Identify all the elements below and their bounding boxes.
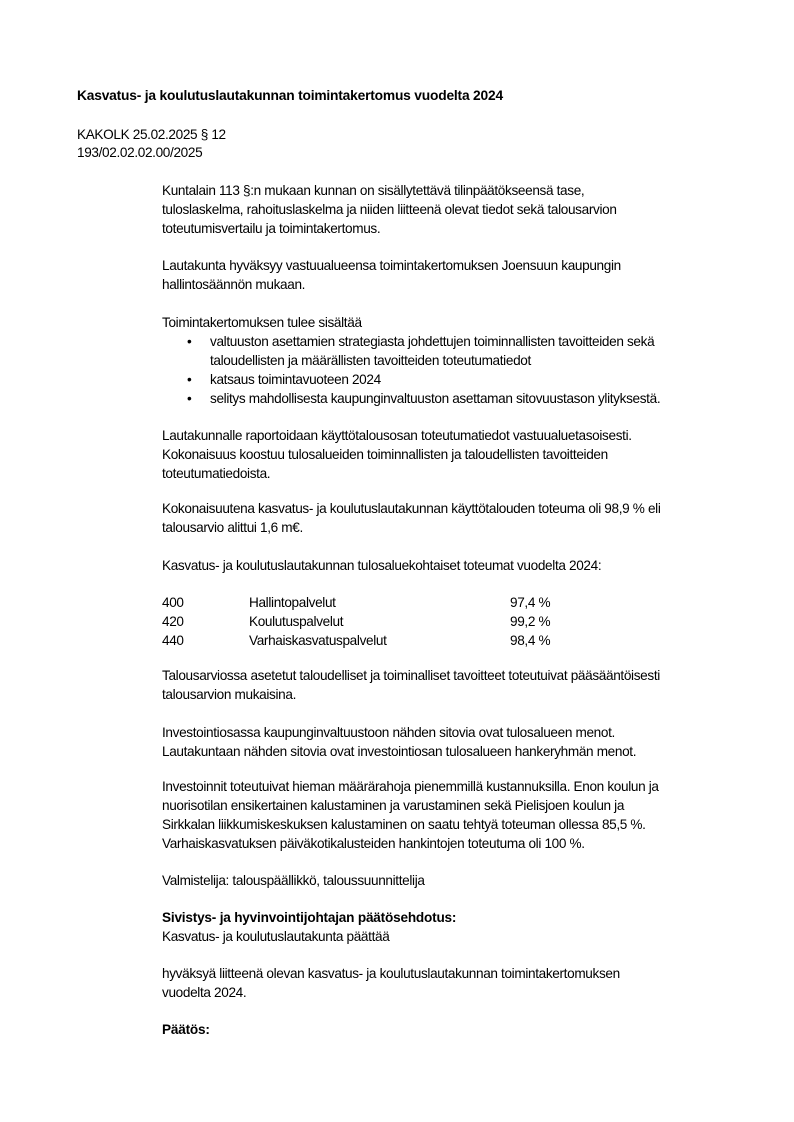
text-line: vuodelta 2024.: [162, 985, 247, 1000]
decision-heading: Päätös:: [162, 1022, 210, 1037]
text-line: hallintosäännön mukaan.: [162, 277, 306, 292]
text-line: toteutumisvertailu ja toimintakertomus.: [162, 221, 381, 236]
unit-value: 99,2 %: [510, 614, 551, 629]
text-line: Lautakunta hyväksyy vastuualueensa toimintakertomuksen Joensuun kaupungin: [162, 258, 621, 273]
contents-list: [162, 332, 752, 408]
record-number: 193/02.02.02.00/2025: [77, 145, 203, 160]
text-line: Kuntalain 113 §:n mukaan kunnan on sisällytettävä tilinpäätökseensä tase,: [162, 183, 585, 198]
text-line: Kasvatus- ja koulutuslautakunnan tulosaluekohtaiset toteumat vuodelta 2024:: [162, 558, 602, 573]
bullet-icon: •: [187, 334, 192, 349]
results-table: [162, 593, 752, 650]
paragraph-overall-result: [162, 499, 752, 537]
text-line: hyväksyä liitteenä olevan kasvatus- ja koulutuslautakunnan toimintakertomuksen: [162, 966, 620, 981]
unit-name: Hallintopalvelut: [249, 595, 336, 610]
proposal-heading: Sivistys- ja hyvinvointijohtajan päätösehdotus:: [162, 910, 457, 925]
text-line: Sirkkalan liikkumiskeskuksen kalustaminen on saatu tehtyä toteuman ollessa 85,5 %.: [162, 817, 646, 832]
text-line: taloudellisten ja määrällisten tavoitteiden toteutumatiedot: [210, 353, 531, 368]
text-line: talousarvion mukaisina.: [162, 687, 297, 702]
paragraph-targets: [162, 666, 752, 704]
text-line: valtuuston asettamien strategiasta johdettujen toiminnallisten tavoitteiden sekä: [210, 334, 655, 349]
text-line: Investoinnit toteutuivat hieman määrärahoja pienemmillä kustannuksilla. Enon koulun ja: [162, 779, 659, 794]
list-item: [162, 370, 752, 389]
unit-name: Varhaiskasvatuspalvelut: [249, 633, 387, 648]
text-line: toteutumatiedoista.: [162, 466, 271, 481]
unit-value: 97,4 %: [510, 595, 551, 610]
text-line: Investointiosassa kaupunginvaltuustoon nähden sitovia ovat tulosalueen menot.: [162, 725, 615, 740]
paragraph-investment-binding: [162, 723, 752, 761]
text-line: talousarvio alittui 1,6 m€.: [162, 520, 303, 535]
table-row: [162, 631, 752, 650]
unit-name: Koulutuspalvelut: [249, 614, 344, 629]
text-line: Lautakunnalle raportoidaan käyttötalousosan toteutumatiedot vastuualuetasoisesti.: [162, 428, 632, 443]
text-line: Valmistelija: talouspäällikkö, taloussuunnittelija: [162, 873, 425, 888]
proposal-text: [162, 964, 752, 1002]
table-row: [162, 612, 752, 631]
unit-value: 98,4 %: [510, 633, 551, 648]
paragraph-reporting: [162, 426, 752, 483]
bullet-icon: •: [187, 391, 192, 406]
paragraph-results-intro: [162, 556, 752, 575]
text-line: Talousarviossa asetetut taloudelliset ja toiminalliset tavoitteet toteutuivat pääsääntöisesti: [162, 668, 660, 683]
unit-code: 420: [162, 614, 184, 629]
preparer: [162, 871, 752, 890]
list-item: [162, 332, 752, 370]
text-line: selitys mahdollisesta kaupunginvaltuuston asettaman sitovuustason ylityksestä.: [210, 391, 661, 406]
text-line: tuloslaskelma, rahoituslaskelma ja niiden liitteenä olevat tiedot sekä talousarvion: [162, 202, 617, 217]
paragraph-approval: [162, 256, 752, 294]
meeting-reference: KAKOLK 25.02.2025 § 12: [77, 127, 226, 142]
text-line: Varhaiskasvatuksen päiväkotikalusteiden hankintojen toteutuma oli 100 %.: [162, 836, 585, 851]
text-line: Kokonaisuus koostuu tulosalueiden toiminnallisten ja taloudellisten tavoitteiden: [162, 447, 608, 462]
document-title: Kasvatus- ja koulutuslautakunnan toimintakertomus vuodelta 2024: [77, 88, 503, 103]
list-item: [162, 389, 752, 408]
unit-code: 440: [162, 633, 184, 648]
list-intro: Toimintakertomuksen tulee sisältää: [162, 315, 362, 330]
proposal-intro: Kasvatus- ja koulutuslautakunta päättää: [162, 929, 390, 944]
unit-code: 400: [162, 595, 184, 610]
paragraph-contents: [162, 313, 752, 408]
paragraph-investments: [162, 777, 752, 853]
text-line: Lautakuntaan nähden sitovia ovat investointiosan tulosalueen hankeryhmän menot.: [162, 744, 637, 759]
proposal-section: [162, 908, 752, 946]
text-line: nuorisotilan ensikertainen kalustaminen ja varustaminen sekä Pielisjoen koulun ja: [162, 798, 625, 813]
table-row: [162, 593, 752, 612]
paragraph-legal-basis: [162, 181, 752, 238]
text-line: katsaus toimintavuoteen 2024: [210, 372, 381, 387]
text-line: Kokonaisuutena kasvatus- ja koulutuslautakunnan käyttötalouden toteuma oli 98,9 % eli: [162, 501, 661, 516]
bullet-icon: •: [187, 372, 192, 387]
